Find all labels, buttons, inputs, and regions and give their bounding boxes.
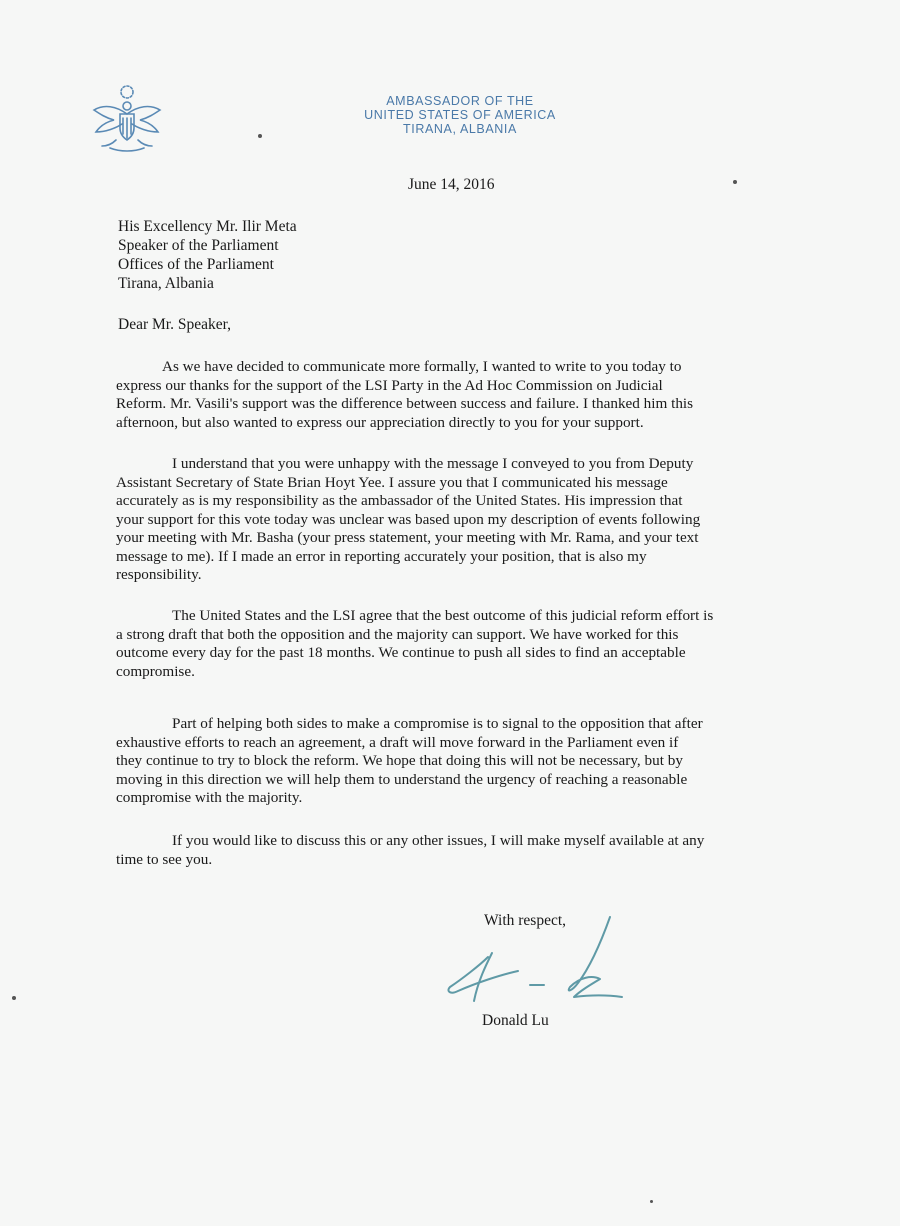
paragraph-1 <box>116 358 788 432</box>
paragraph-line: I understand that you were unhappy with the message I conveyed to you from Deputy <box>172 455 694 472</box>
paragraph-line: time to see you. <box>116 850 213 868</box>
paragraph-line: If you would like to discuss this or any other issues, I will make myself available at any <box>172 832 705 849</box>
letterhead-location: TIRANA, ALBANIA <box>403 122 517 136</box>
great-seal-icon <box>86 84 168 154</box>
paragraph-line: Part of helping both sides to make a compromise is to signal to the opposition that after <box>172 715 703 732</box>
paper-speck <box>12 996 16 1000</box>
paragraph-line: express our thanks for the support of the LSI Party in the Ad Hoc Commission on Judicial <box>116 376 663 394</box>
paragraph-3 <box>116 607 788 681</box>
paragraph-line: compromise with the majority. <box>116 789 303 806</box>
paragraph-line: your support for this vote today was unclear was based upon my description of events following <box>116 510 701 528</box>
closing: With respect, <box>484 912 567 929</box>
paragraph-line: The United States and the LSI agree that the best outcome of this judicial reform effort is <box>172 607 714 624</box>
paragraph-line: Assistant Secretary of State Brian Hoyt Yee. I assure you that I communicated his message <box>116 473 668 491</box>
addressee-block <box>118 217 297 293</box>
paper-speck <box>733 180 737 184</box>
paragraph-line: afternoon, but also wanted to express our appreciation directly to you for your support. <box>116 413 644 431</box>
addressee-office: Offices of the Parliament <box>118 256 274 273</box>
paragraph-5 <box>116 832 788 869</box>
paragraph-line: your meeting with Mr. Basha (your press statement, your meeting with Mr. Rama, and your text <box>116 529 699 546</box>
signature-icon <box>440 905 640 1020</box>
paragraph-line: compromise. <box>116 662 195 680</box>
signer-name: Donald Lu <box>482 1012 549 1029</box>
letterhead-country: UNITED STATES OF AMERICA <box>364 108 556 122</box>
paragraph-line: outcome every day for the past 18 months. We continue to push all sides to find an acceptable <box>116 644 686 661</box>
paper-speck <box>650 1200 653 1203</box>
paragraph-line: accurately as is my responsibility as the ambassador of the United States. His impression that <box>116 492 683 509</box>
paragraph-line: message to me). If I made an error in reporting accurately your position, that is also my <box>116 547 647 565</box>
paper-speck <box>258 134 262 138</box>
paragraph-line: a strong draft that both the opposition and the majority can support. We have worked for this <box>116 625 679 643</box>
letterhead <box>330 94 590 136</box>
addressee-title: Speaker of the Parliament <box>118 237 279 254</box>
paragraph-line: responsibility. <box>116 566 202 583</box>
addressee-city: Tirana, Albania <box>118 275 214 292</box>
paragraph-line: Reform. Mr. Vasili's support was the difference between success and failure. I thanked him this <box>116 395 694 412</box>
addressee-name: His Excellency Mr. Ilir Meta <box>118 218 297 235</box>
paragraph-2 <box>116 455 788 585</box>
paragraph-line: they continue to try to block the reform. We hope that doing this will not be necessary, but by <box>116 752 683 769</box>
letter-date: June 14, 2016 <box>408 176 495 193</box>
letterhead-title: AMBASSADOR OF THE <box>386 94 534 108</box>
paragraph-4 <box>116 715 788 808</box>
paragraph-line: exhaustive efforts to reach an agreement, a draft will move forward in the Parliament even if <box>116 733 679 751</box>
paragraph-line: As we have decided to communicate more formally, I wanted to write to you today to <box>162 358 682 375</box>
paragraph-line: moving in this direction we will help them to understand the urgency of reaching a reasonable <box>116 770 688 788</box>
salutation: Dear Mr. Speaker, <box>118 316 232 333</box>
